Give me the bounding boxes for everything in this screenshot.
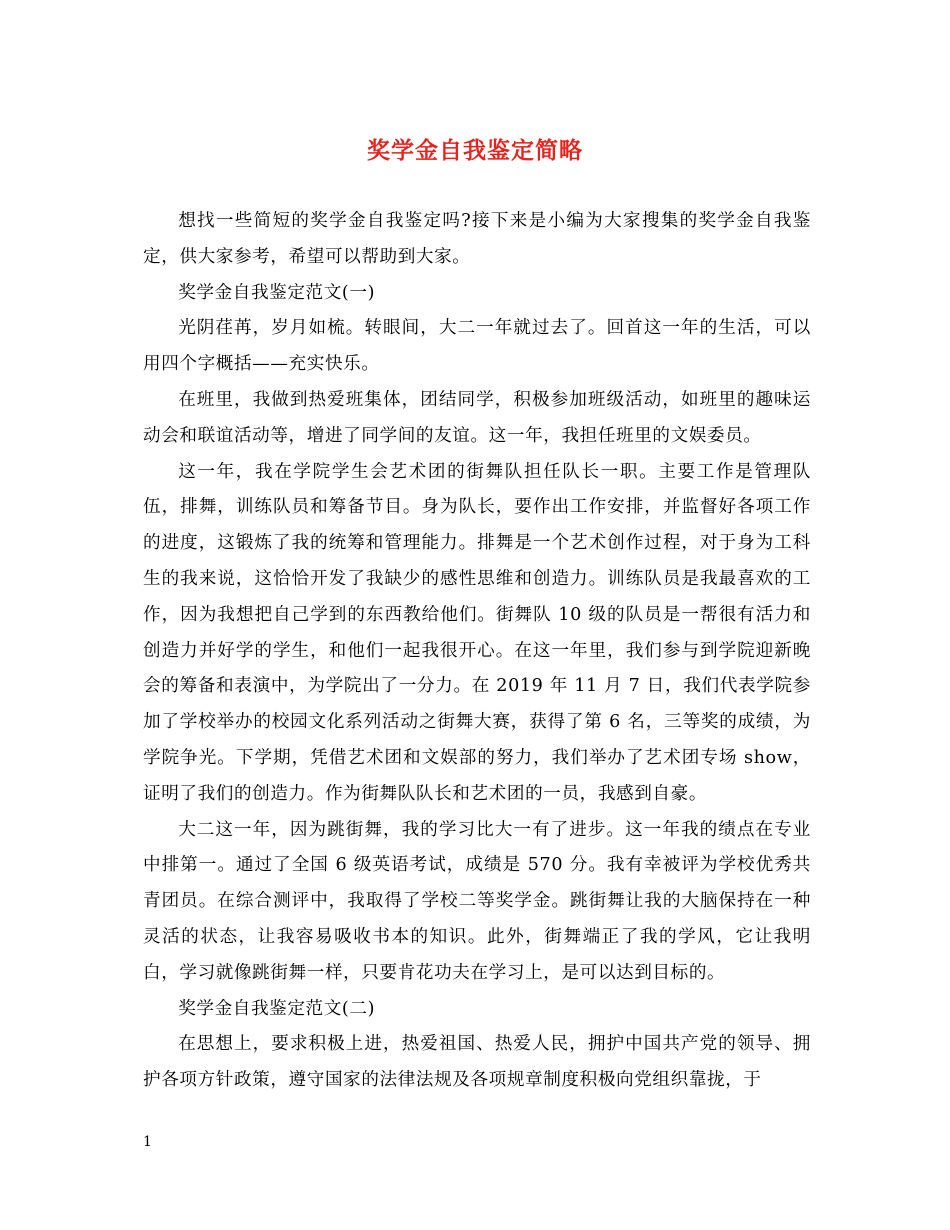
page-number: 1	[143, 1134, 152, 1150]
paragraph-4: 大二这一年，因为跳街舞，我的学习比大一有了进步。这一年我的绩点在专业中排第一。通过了全国 6 级英语考试，成绩是 570 分。我有幸被评为学校优秀共青团员。在综合测评中，我取得了学校二等奖学金。跳街舞让我的大脑保持在一种灵活的状态，让我容易吸收书本的知识。此外，街舞端正了我的学风，它让我明白，学习就像跳街舞一样，只要肯花功夫在学习上，是可以达到目标的。	[143, 819, 811, 983]
paragraph-3: 这一年，我在学院学生会艺术团的街舞队担任队长一职。主要工作是管理队伍，排舞，训练队员和筹备节目。身为队长，要作出工作安排，并监督好各项工作的进度，这锻炼了我的统筹和管理能力。排舞是一个艺术创作过程，对于身为工科生的我来说，这恰恰开发了我缺少的感性思维和创造力。训练队员是我最喜欢的工作，因为我想把自己学到的东西教给他们。街舞队 10 级的队员是一帮很有活力和创造力并好学的学生，和他们一起我很开心。在这一年里，我们参与到学院迎新晚会的筹备和表演中，为学院出了一分力。在 2019 年 11 月 7 日，我们代表学院参加了学校举办的校园文化系列活动之街舞大赛，获得了第 6 名，三等奖的成绩，为学院争光。下学期，凭借艺术团和文娱部的努力，我们举办了艺术团专场 show，证明了我们的创造力。作为街舞队队长和艺术团的一员，我感到自豪。	[143, 461, 811, 804]
section-heading-1: 奖学金自我鉴定范文(一)	[178, 282, 376, 303]
paragraph-intro: 想找一些简短的奖学金自我鉴定吗?接下来是小编为大家搜集的奖学金自我鉴定，供大家参考，希望可以帮助到大家。	[143, 211, 811, 267]
paragraph-5: 在思想上，要求积极上进，热爱祖国、热爱人民，拥护中国共产党的领导、拥护各项方针政策，遵守国家的法律法规及各项规章制度积极向党组织靠拢，于	[143, 1034, 811, 1091]
paragraph-2: 在班里，我做到热爱班集体，团结同学，积极参加班级活动，如班里的趣味运动会和联谊活动等，增进了同学间的友谊。这一年，我担任班里的文娱委员。	[143, 389, 811, 446]
paragraph-1: 光阴荏苒，岁月如梳。转眼间，大二一年就过去了。回首这一年的生活，可以用四个字概括——充实快乐。	[143, 318, 811, 375]
section-heading-2: 奖学金自我鉴定范文(二)	[178, 998, 376, 1019]
document-title: 奖学金自我鉴定简略	[367, 137, 583, 164]
document-body	[143, 204, 811, 1099]
